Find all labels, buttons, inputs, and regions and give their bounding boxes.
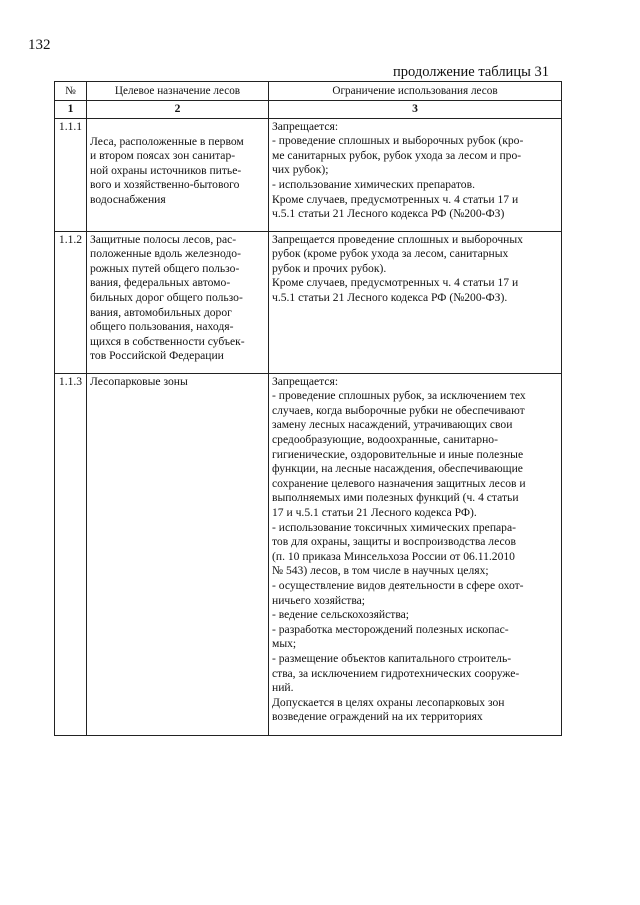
restriction-line: ч.5.1 статьи 21 Лесного кодекса РФ (№200-ФЗ). xyxy=(272,291,508,305)
restriction-line: функции, на лесные насаждения, обеспечивающие xyxy=(272,462,523,476)
restriction-line: - разработка месторождений полезных ископас- xyxy=(272,622,509,636)
restriction-line: Кроме случаев, предусмотренных ч. 4 статьи 17 и xyxy=(272,276,519,290)
purpose-line: щихся в собственности субъек- xyxy=(90,334,245,348)
restriction-line: Запрещается проведение сплошных и выборочных xyxy=(272,232,523,246)
purpose-line: рожных путей общего пользо- xyxy=(90,261,240,275)
purpose-line: вания, федеральных автомо- xyxy=(90,276,231,290)
page-number: 132 xyxy=(28,37,51,53)
header-number: № xyxy=(55,82,87,101)
header-row xyxy=(55,82,562,101)
column-number: 2 xyxy=(87,101,269,119)
restriction-line: замену лесных насаждений, утрачивающих свои xyxy=(272,418,513,432)
table-continuation-caption: продолжение таблицы 31 xyxy=(393,64,549,80)
purpose-line: Защитные полосы лесов, рас- xyxy=(90,232,237,246)
header-restriction: Ограничение использования лесов xyxy=(269,82,562,101)
restriction-line: средообразующие, водоохранные, санитарно- xyxy=(272,433,498,447)
table-row xyxy=(55,373,562,735)
purpose-line: и втором поясах зон санитар- xyxy=(90,149,236,163)
restriction-line: Допускается в целях охраны лесопарковых зон xyxy=(272,695,505,709)
restriction-cell xyxy=(269,231,562,373)
restriction-line: гигиенические, оздоровительные и иные полезные xyxy=(272,447,524,461)
row-number: 1.1.3 xyxy=(55,373,87,735)
restriction-line: сохранение целевого назначения защитных лесов и xyxy=(272,476,526,490)
purpose-line: ной охраны источников питье- xyxy=(90,163,242,177)
purpose-line: положенные вдоль железнодо- xyxy=(90,247,241,261)
restriction-line: случаев, когда выборочные рубки не обеспечивают xyxy=(272,403,525,417)
restriction-line: ний. xyxy=(272,681,294,695)
purpose-line: вания, автомобильных дорог xyxy=(90,305,232,319)
restriction-line: ства, за исключением гидротехнических сооруже- xyxy=(272,666,520,680)
restriction-line: мых; xyxy=(272,637,297,651)
restriction-line: рубок (кроме рубок ухода за лесом, санитарных xyxy=(272,247,509,261)
restriction-line: - размещение объектов капитального строитель- xyxy=(272,651,512,665)
purpose-cell xyxy=(87,231,269,373)
restriction-line: (п. 10 приказа Минсельхоза России от 06.11.2010 xyxy=(272,549,515,563)
restriction-line: № 543) лесов, в том числе в научных целях; xyxy=(272,564,489,578)
restriction-line: возведение ограждений на их территориях xyxy=(272,710,483,724)
purpose-line: общего пользования, находя- xyxy=(90,320,234,334)
restriction-line: - проведение сплошных рубок, за исключением тех xyxy=(272,389,526,403)
purpose-line: водоснабжения xyxy=(90,193,166,207)
restriction-line: - ведение сельскохозяйства; xyxy=(272,608,410,622)
restriction-cell xyxy=(269,118,562,231)
purpose-line: тов Российской Федерации xyxy=(90,349,224,363)
restriction-line: - проведение сплошных и выборочных рубок (кро- xyxy=(272,134,524,148)
purpose-line: вого и хозяйственно-бытового xyxy=(90,178,240,192)
restriction-line: ме санитарных рубок, рубок ухода за лесом и про- xyxy=(272,148,522,162)
restriction-line: - использование токсичных химических препара- xyxy=(272,520,516,534)
table-row xyxy=(55,118,562,231)
forest-restrictions-table xyxy=(54,81,562,736)
restriction-line: Запрещается: xyxy=(272,119,339,133)
restriction-line: 17 и ч.5.1 статьи 21 Лесного кодекса РФ). xyxy=(272,506,477,520)
restriction-line: выполняемых ими полезных функций (ч. 4 статьи xyxy=(272,491,519,505)
purpose-cell xyxy=(87,118,269,231)
purpose-cell xyxy=(87,373,269,735)
header-purpose: Целевое назначение лесов xyxy=(87,82,269,101)
purpose-line: Леса, расположенные в первом xyxy=(90,134,244,148)
restriction-line: Кроме случаев, предусмотренных ч. 4 статьи 17 и xyxy=(272,192,519,206)
purpose-line: бильных дорог общего пользо- xyxy=(90,291,243,305)
column-number: 3 xyxy=(269,101,562,119)
restriction-line: рубок и прочих рубок). xyxy=(272,261,387,275)
restriction-line: - использование химических препаратов. xyxy=(272,178,475,192)
restriction-line: ничьего хозяйства; xyxy=(272,593,366,607)
row-number: 1.1.2 xyxy=(55,231,87,373)
restriction-line: Запрещается: xyxy=(272,374,339,388)
purpose-line: Лесопарковые зоны xyxy=(90,374,188,388)
row-number: 1.1.1 xyxy=(55,118,87,231)
restriction-cell xyxy=(269,373,562,735)
restriction-line: тов для охраны, защиты и воспроизводства лесов xyxy=(272,535,516,549)
restriction-line: чих рубок); xyxy=(272,163,329,177)
restriction-line: ч.5.1 статьи 21 Лесного кодекса РФ (№200-ФЗ) xyxy=(272,207,505,221)
column-number: 1 xyxy=(55,101,87,119)
table-row xyxy=(55,231,562,373)
restriction-line: - осуществление видов деятельности в сфере охот- xyxy=(272,579,524,593)
column-number-row xyxy=(55,101,562,119)
